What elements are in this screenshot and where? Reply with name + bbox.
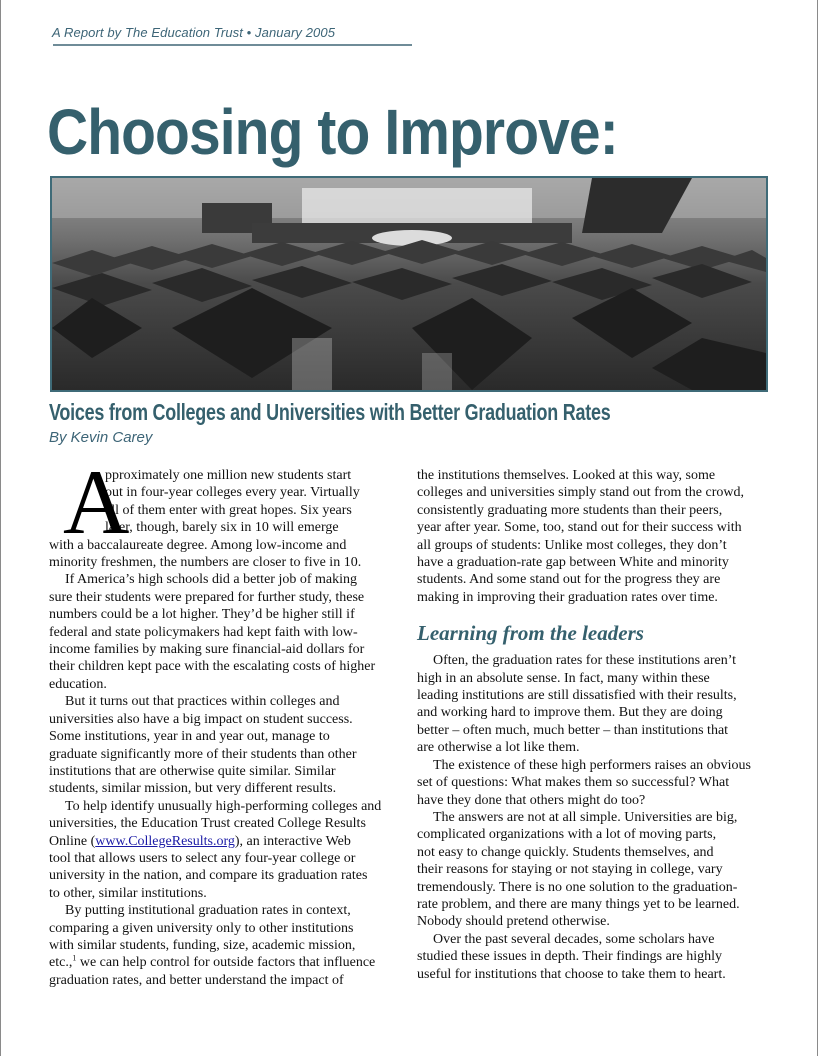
paragraph-answers: [417, 809, 773, 931]
text-line: [49, 954, 405, 971]
dropcap-letter: A: [63, 451, 130, 553]
text-line: tremendously. There is no one solution to the graduation-: [417, 879, 738, 895]
text-line: have they done that others might do too?: [417, 792, 646, 808]
text-fragment: ), an interactive Web: [234, 833, 351, 849]
text-line: later, though, barely six in 10 will emerge: [105, 520, 339, 536]
college-results-link[interactable]: www.CollegeResults.org: [95, 833, 235, 849]
text-line: Over the past several decades, some scholars have: [433, 931, 715, 947]
header-rule: [53, 44, 412, 46]
text-line: the institutions themselves. Looked at this way, some: [417, 468, 716, 483]
text-line: By putting institutional graduation rates in context,: [65, 903, 351, 919]
text-line: useful for institutions that choose to take them to heart.: [417, 966, 726, 982]
graduation-photo: [50, 176, 768, 392]
report-subtitle: Voices from Colleges and Universities with Better Graduation Rates: [49, 399, 611, 425]
photo-banners: [302, 188, 532, 223]
text-line: But it turns out that practices within colleges and: [65, 694, 340, 710]
report-title: Choosing to Improve:: [47, 96, 618, 168]
text-line: all groups of students: Unlike most colleges, they don’t: [417, 537, 727, 553]
running-head: A Report by The Education Trust • January 2005: [52, 25, 336, 40]
text-fragment: etc.,: [49, 955, 73, 971]
text-line: studied these issues in depth. Their findings are highly: [417, 949, 722, 965]
text-line: making in improving their graduation rates over time.: [417, 589, 718, 605]
text-line: comparing a given university only to other institutions: [49, 920, 354, 936]
text-line: and working hard to improve them. But they are doing: [417, 705, 723, 721]
paragraph-practices: [49, 693, 405, 797]
text-line: are otherwise a lot like them.: [417, 740, 580, 756]
graduation-photo-image: [52, 178, 766, 390]
text-line: to other, similar institutions.: [49, 885, 207, 901]
text-line: year after year. Some, too, stand out for their success with: [417, 520, 742, 536]
text-line: colleges and universities simply stand out from the crowd,: [417, 485, 744, 501]
text-line: The answers are not at all simple. Universities are big,: [433, 809, 738, 825]
text-line: [49, 833, 405, 850]
text-line: high in an absolute sense. In fact, many within these: [417, 670, 710, 686]
text-line: To help identify unusually high-performing colleges and: [65, 798, 382, 814]
text-line: not easy to change quickly. Students themselves, and: [417, 844, 714, 860]
text-line: education.: [49, 676, 107, 692]
text-line: sure their students were prepared for further study, these: [49, 589, 365, 605]
text-line: income families by making sure financial-aid dollars for: [49, 642, 365, 658]
text-fragment: Online (: [49, 833, 96, 849]
text-line: federal and state policymakers had kept faith with low-: [49, 624, 358, 640]
paragraph-often: [417, 652, 773, 756]
text-line: rate problem, and there are many things yet to be learned.: [417, 896, 740, 912]
paragraph-context: [49, 902, 405, 989]
text-line: students, similar mission, but very different results.: [49, 781, 337, 797]
paragraph-institutions: [417, 467, 773, 606]
text-line: pproximately one million new students start: [105, 468, 352, 483]
text-line: set of questions: What makes them so successful? What: [417, 775, 730, 791]
text-line: minority freshmen, the numbers are closer to five in 10.: [49, 555, 362, 571]
text-line: Nobody should pretend otherwise.: [417, 914, 610, 930]
text-line: better – often much, much better – than institutions that: [417, 722, 729, 738]
text-line: have a graduation-rate gap between White and minority: [417, 555, 729, 571]
paragraph-high-schools: [49, 571, 405, 693]
text-line: with similar students, funding, size, academic mission,: [49, 937, 356, 953]
text-line: graduation rates, and better understand the impact of: [49, 972, 344, 988]
text-line: Some institutions, year in and year out, manage to: [49, 729, 330, 745]
text-line: If America’s high schools did a better job of making: [65, 572, 357, 588]
paragraph-scholars: [417, 931, 773, 983]
byline: By Kevin Carey: [49, 429, 153, 446]
text-line: complicated organizations with a lot of moving parts,: [417, 827, 717, 843]
text-line: their reasons for staying or not staying in college, vary: [417, 862, 723, 878]
paragraph-intro: [49, 451, 405, 571]
text-line: all of them enter with great hopes. Six years: [105, 502, 352, 518]
section-heading: Learning from the leaders: [417, 621, 644, 646]
left-column: [49, 451, 405, 989]
text-line: tool that allows users to select any four-year college or: [49, 850, 356, 866]
text-line: their children kept pace with the escalating costs of higher: [49, 659, 376, 675]
text-line: out in four-year colleges every year. Virtually: [105, 485, 360, 501]
text-fragment: we can help control for outside factors that influence: [76, 955, 376, 971]
text-line: universities also have a big impact on student success.: [49, 711, 353, 727]
footnote-marker[interactable]: 1: [72, 953, 77, 963]
paragraph-college-results: [49, 798, 405, 902]
text-line: leading institutions are still dissatisfied with their results,: [417, 688, 737, 704]
text-line: numbers could be a lot higher. They’d be higher still if: [49, 607, 355, 623]
text-line: institutions that are otherwise quite similar. Similar: [49, 763, 336, 779]
text-line: university in the nation, and compare its graduation rates: [49, 868, 368, 884]
text-line: graduate significantly more of their students than other: [49, 746, 357, 762]
text-line: The existence of these high performers raises an obvious: [433, 757, 752, 773]
text-line: students. And some stand out for the progress they are: [417, 572, 721, 588]
text-line: Often, the graduation rates for these institutions aren’t: [433, 653, 736, 669]
text-line: with a baccalaureate degree. Among low-income and: [49, 537, 347, 553]
text-line: consistently graduating more students than their peers,: [417, 502, 723, 518]
right-column: [417, 467, 773, 983]
text-line: universities, the Education Trust created College Results: [49, 816, 366, 832]
paragraph-existence: [417, 757, 773, 809]
